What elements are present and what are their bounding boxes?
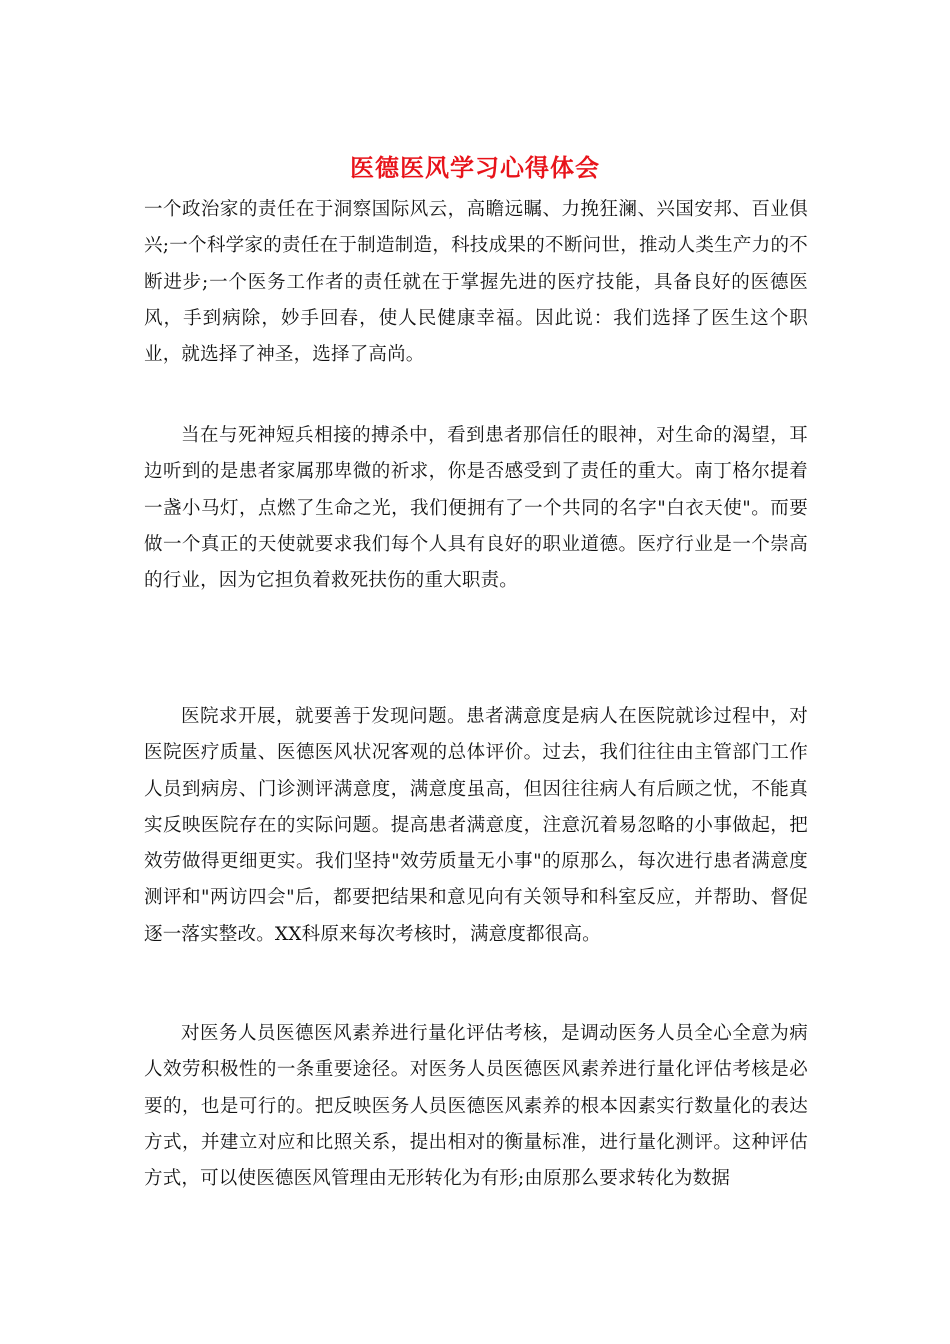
paragraph-3: 医院求开展，就要善于发现问题。患者满意度是病人在医院就诊过程中，对医院医疗质量、医德医风状况客观的总体评价。过去，我们往往由主管部门工作人员到病房、门诊测评满意度，满意度虽高，但因往往病人有后顾之忧，不能真实反映医院存在的实际问题。提高患者满意度，注意沉着易忽略的小事做起，把效劳做得更细更实。我们坚持"效劳质量无小事"的原那么，每次进行患者满意度测评和"两访四会"后，都要把结果和意见向有关领导和科室反应，并帮助、督促逐一落实整改。XX科原来每次考核时，满意度都很高。 — [144, 706, 808, 945]
document-title: 医德医风学习心得体会 — [350, 153, 600, 182]
paragraph-1: 一个政治家的责任在于洞察国际风云，高瞻远瞩、力挽狂澜、兴国安邦、百业俱兴;一个科学家的责任在于制造制造，科技成果的不断问世，推动人类生产力的不断进步;一个医务工作者的责任就在于掌握先进的医疗技能，具备良好的医德医风，手到病除，妙手回春，使人民健康幸福。因此说：我们选择了医生这个职业，就选择了神圣，选择了高尚。 — [144, 199, 808, 366]
paragraph-4: 对医务人员医德医风素养进行量化评估考核，是调动医务人员全心全意为病人效劳积极性的一条重要途径。对医务人员医德医风素养进行量化评估考核是必要的，也是可行的。把反映医务人员医德医风素养的根本因素实行数量化的表达方式，并建立对应和比照关系，提出相对的衡量标准，进行量化测评。这种评估方式，可以使医德医风管理由无形转化为有形;由原那么要求转化为数据 — [144, 1023, 808, 1190]
paragraph-2: 当在与死神短兵相接的搏杀中，看到患者那信任的眼神，对生命的渴望，耳边听到的是患者家属那卑微的祈求，你是否感受到了责任的重大。南丁格尔提着一盏小马灯，点燃了生命之光，我们便拥有了一个共同的名字"白衣天使"。而要做一个真正的天使就要求我们每个人具有良好的职业道德。医疗行业是一个崇高的行业，因为它担负着救死扶伤的重大职责。 — [144, 425, 808, 592]
